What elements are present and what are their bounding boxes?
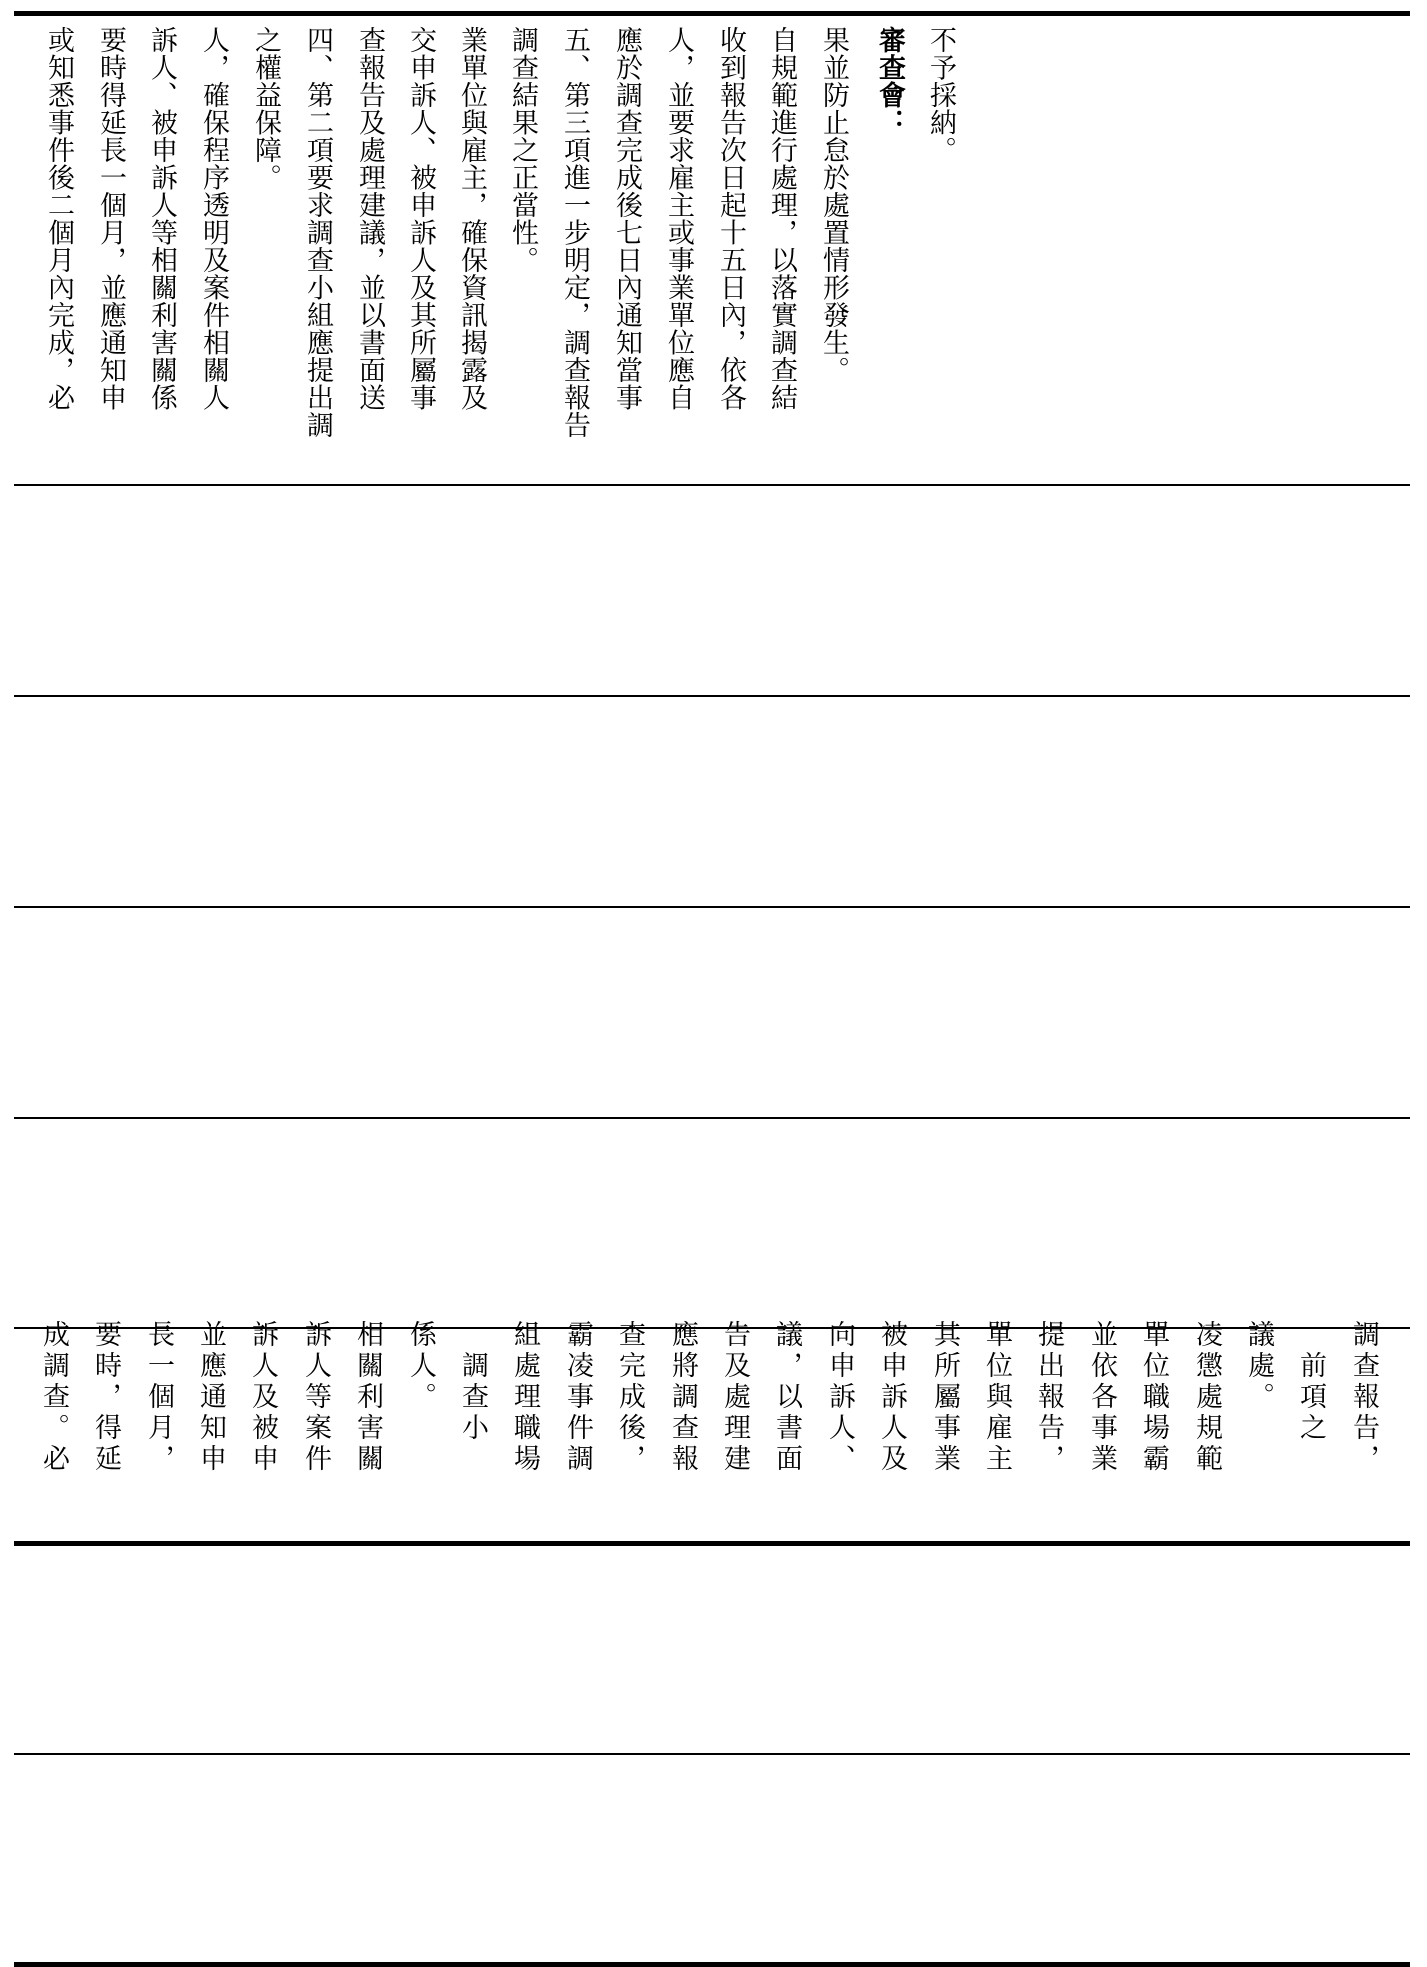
text-column: 並應通知申 bbox=[195, 1320, 226, 1475]
text-column: 五、第三項進一步明定，調查報告 bbox=[559, 26, 590, 439]
text-column: 查完成後， bbox=[614, 1320, 645, 1475]
text-column: 要時，得延 bbox=[90, 1320, 121, 1475]
table-divider bbox=[14, 1753, 1410, 1755]
text-column: 之權益保障。 bbox=[250, 26, 281, 191]
text-column: 調查報告， bbox=[1348, 1320, 1379, 1475]
text-column: 係人。 bbox=[405, 1320, 436, 1413]
text-column: 收到報告次日起十五日內，依各 bbox=[715, 26, 746, 411]
text-column: 果並防止怠於處置情形發生。 bbox=[818, 26, 849, 384]
text-column: 業單位與雇主，確保資訊揭露及 bbox=[456, 26, 487, 411]
text-column: 訴人及被申 bbox=[247, 1320, 278, 1475]
table-divider bbox=[14, 1541, 1410, 1546]
text-column: 單位與雇主 bbox=[981, 1320, 1012, 1475]
text-column: 告及處理建 bbox=[719, 1320, 750, 1475]
text-column: 自規範進行處理，以落實調查結 bbox=[766, 26, 797, 411]
text-column: 向申訴人、 bbox=[824, 1320, 855, 1475]
text-column: 單位職場霸 bbox=[1138, 1320, 1169, 1475]
table-border-bottom bbox=[14, 1962, 1410, 1967]
review-decision: 不予採納。 bbox=[925, 26, 956, 164]
text-column: 人，並要求雇主或事業單位應自 bbox=[663, 26, 694, 411]
text-column: 交申訴人、被申訴人及其所屬事 bbox=[405, 26, 436, 411]
text-column: 前項之 bbox=[1295, 1320, 1326, 1444]
text-column: 查報告及處理建議，並以書面送 bbox=[354, 26, 385, 411]
text-column: 凌懲處規範 bbox=[1191, 1320, 1222, 1475]
text-column: 長一個月， bbox=[143, 1320, 174, 1475]
text-column: 議處。 bbox=[1243, 1320, 1274, 1413]
text-column: 訴人、被申訴人等相關利害關係 bbox=[146, 26, 177, 411]
text-column: 提出報告， bbox=[1033, 1320, 1064, 1475]
text-column: 或知悉事件後二個月內完成，必 bbox=[43, 26, 74, 411]
text-column: 調查結果之正當性。 bbox=[507, 26, 538, 274]
text-column: 應將調查報 bbox=[667, 1320, 698, 1475]
text-column: 四、第二項要求調查小組應提出調 bbox=[302, 26, 333, 439]
text-column: 並依各事業 bbox=[1086, 1320, 1117, 1475]
text-column: 相關利害關 bbox=[352, 1320, 383, 1475]
text-column: 調查小 bbox=[457, 1320, 488, 1444]
text-column: 組處理職場 bbox=[509, 1320, 540, 1475]
table-divider bbox=[14, 906, 1410, 908]
review-committee-heading: 審查會： bbox=[874, 26, 905, 136]
text-column: 霸凌事件調 bbox=[562, 1320, 593, 1475]
table-divider bbox=[14, 1117, 1410, 1119]
text-column: 其所屬事業 bbox=[929, 1320, 960, 1475]
text-column: 訴人等案件 bbox=[300, 1320, 331, 1475]
text-column: 議，以書面 bbox=[771, 1320, 802, 1475]
table-border-top bbox=[14, 11, 1410, 16]
table-divider bbox=[14, 484, 1410, 486]
text-column: 被申訴人及 bbox=[876, 1320, 907, 1475]
table-divider bbox=[14, 695, 1410, 697]
text-column: 應於調查完成後七日內通知當事 bbox=[611, 26, 642, 411]
text-column: 要時得延長一個月，並應通知申 bbox=[95, 26, 126, 411]
text-column: 人，確保程序透明及案件相關人 bbox=[198, 26, 229, 411]
text-column: 成調查。必 bbox=[38, 1320, 69, 1475]
